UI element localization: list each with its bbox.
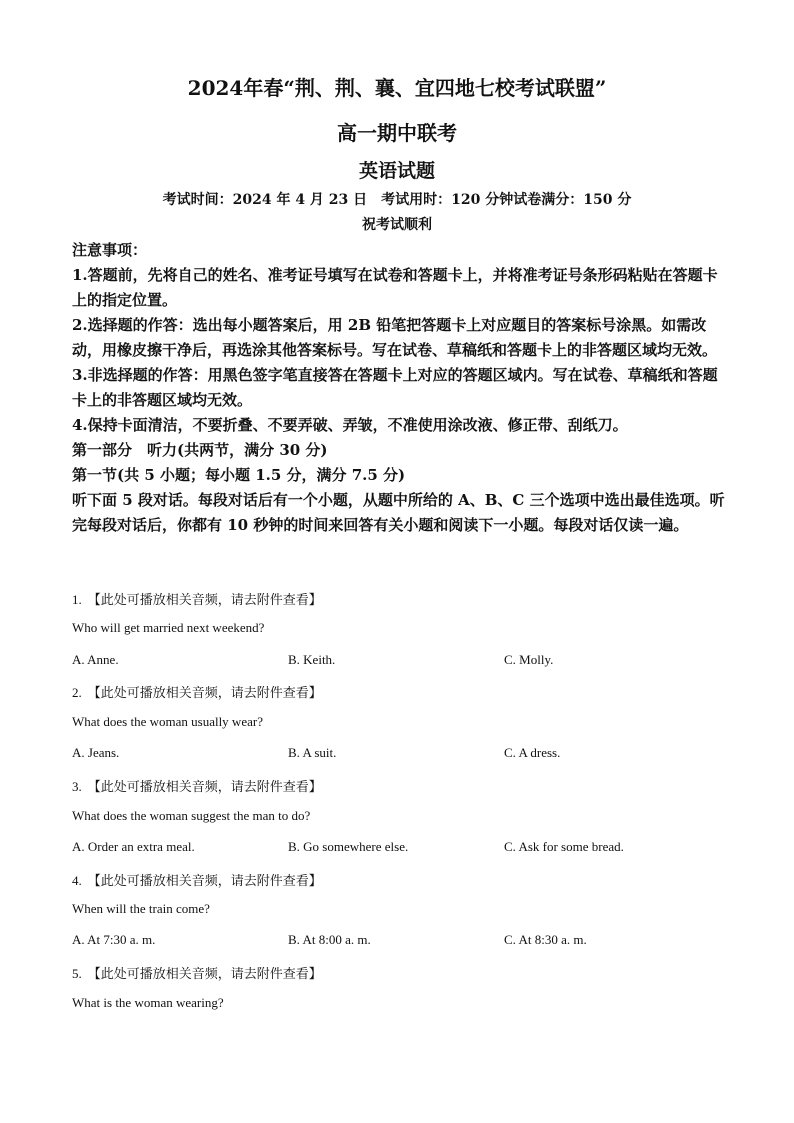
option-c[interactable]: C. Molly. [504, 652, 554, 667]
note-item-2: 2.选择题的作答：选出每小题答案后，用 2B 铅笔把答题卡上对应题目的答案标号涂黑。如需改动，用橡皮擦干净后，再选涂其他答案标号。写在试卷、草稿纸和答题卡上的非答题区域均无效。 [72, 316, 718, 359]
audio-placeholder[interactable]: 【此处可播放相关音频，请去附件查看】 [87, 779, 322, 794]
subject-title: 英语试题 [358, 160, 435, 182]
exam-info: 考试时间：2024 年 4 月 23 日 考试用时：120 分钟试卷满分：150 分 [162, 192, 632, 208]
question-1-text: Who will get married next weekend? [72, 620, 265, 635]
question-5-text: What is the woman wearing? [72, 995, 224, 1010]
exam-subtitle: 高一期中联考 [337, 121, 457, 145]
option-c[interactable]: C. At 8:30 a. m. [504, 932, 587, 947]
option-b[interactable]: B. At 8:00 a. m. [288, 932, 371, 947]
audio-placeholder[interactable]: 【此处可播放相关音频，请去附件查看】 [87, 966, 322, 981]
question-number: 4. [72, 873, 82, 888]
option-a[interactable]: A. Order an extra meal. [72, 839, 195, 854]
option-b[interactable]: B. A suit. [288, 745, 337, 760]
question-1-audio[interactable] [72, 589, 728, 608]
option-c[interactable]: C. Ask for some bread. [504, 839, 624, 854]
question-number: 5. [72, 966, 82, 981]
option-b[interactable]: B. Keith. [288, 652, 336, 667]
question-5-audio[interactable] [72, 963, 728, 982]
question-2-audio[interactable] [72, 682, 728, 701]
note-item-1: 1.答题前，先将自己的姓名、准考证号填写在试卷和答题卡上，并将准考证号条形码粘贴在答题卡上的指定位置。 [72, 266, 718, 309]
question-2-text: What does the woman usually wear? [72, 714, 263, 729]
question-3-audio[interactable] [72, 776, 728, 795]
notes-heading: 注意事项： [72, 241, 148, 259]
audio-placeholder[interactable]: 【此处可播放相关音频，请去附件查看】 [87, 873, 322, 888]
part-heading: 第一部分 听力(共两节，满分 30 分) [72, 441, 328, 459]
option-a[interactable]: A. Jeans. [72, 745, 120, 760]
option-b[interactable]: B. Go somewhere else. [288, 839, 409, 854]
notes-section [72, 238, 728, 538]
question-number: 2. [72, 685, 82, 700]
option-a[interactable]: A. Anne. [72, 652, 119, 667]
question-4-audio[interactable] [72, 870, 728, 889]
audio-placeholder[interactable]: 【此处可播放相关音频，请去附件查看】 [87, 592, 322, 607]
listening-instructions: 听下面 5 段对话。每段对话后有一个小题，从题中所给的 A、B、C 三个选项中选出最佳选项。听完每段对话后，你都有 10 秒钟的时间来回答有关小题和阅读下一小题。每段对话仅读一遍。 [72, 491, 725, 534]
audio-placeholder[interactable]: 【此处可播放相关音频，请去附件查看】 [87, 685, 322, 700]
question-4-text: When will the train come? [72, 901, 210, 916]
question-3-text: What does the woman suggest the man to do? [72, 808, 311, 823]
exam-wish: 祝考试顺利 [362, 217, 432, 233]
note-item-3: 3.非选择题的作答：用黑色签字笔直接答在答题卡上对应的答题区域内。写在试卷、草稿纸和答题卡上的非答题区域均无效。 [72, 366, 718, 409]
question-number: 1. [72, 592, 82, 607]
option-a[interactable]: A. At 7:30 a. m. [72, 932, 156, 947]
question-number: 3. [72, 779, 82, 794]
note-item-4: 4.保持卡面清洁，不要折叠、不要弄破、弄皱，不准使用涂改液、修正带、刮纸刀。 [72, 416, 628, 434]
section-heading: 第一节(共 5 小题；每小题 1.5 分，满分 7.5 分) [72, 466, 406, 484]
option-c[interactable]: C. A dress. [504, 745, 561, 760]
exam-title: 2024年春“荆、荆、襄、宜四地七校考试联盟” [187, 76, 607, 100]
